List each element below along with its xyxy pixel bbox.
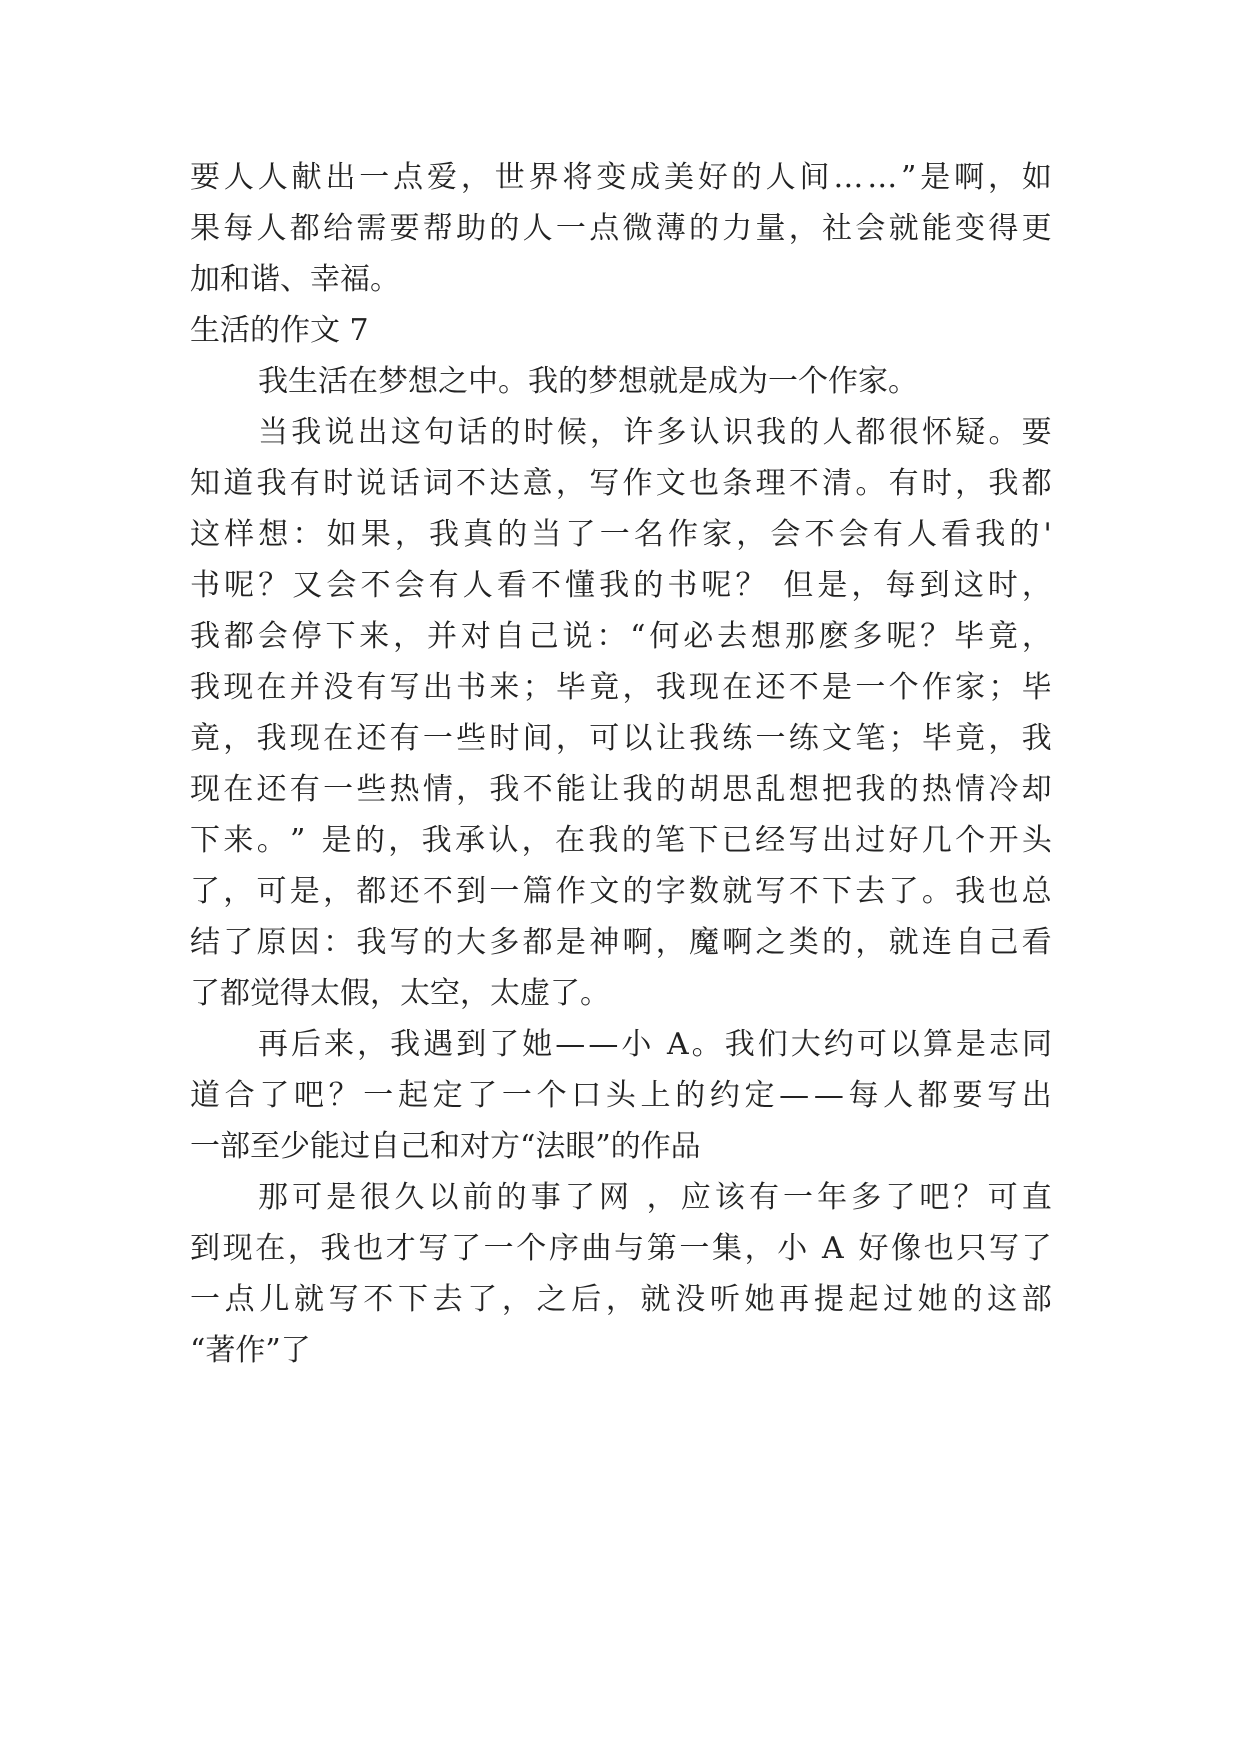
paragraph-line: 下 来 。 ” 是 的 ， 我 承 认 ， 在 我 的 笔 下 已 经 写 出 过 好 几 个 开 头 bbox=[190, 823, 1052, 858]
text-line: 加和谐、幸福。 bbox=[190, 262, 400, 297]
paragraph-line: 了都觉得太假，太空，太虚了。 bbox=[190, 976, 610, 1011]
paragraph-line: 现 在 还 有 一 些 热 情 ， 我 不 能 让 我 的 胡 思 乱 想 把 我 的 热 情 冷 却 bbox=[190, 772, 1052, 807]
paragraph-line: 结 了 原 因 ： 我 写 的 大 多 都 是 神 啊 ， 魔 啊 之 类 的 ， 就 连 自 己 看 bbox=[190, 925, 1052, 960]
paragraph-line: 书 呢 ？ 又 会 不 会 有 人 看 不 懂 我 的 书 呢 ？ 但 是 ， 每 到 这 时 ， bbox=[190, 568, 1052, 603]
paragraph-line: “著作”了 bbox=[190, 1333, 311, 1368]
text-line: 要 人 人 献 出 一 点 爱 ， 世 界 将 变 成 美 好 的 人 间 … … ” 是 啊 ， 如 bbox=[190, 160, 1052, 195]
paragraph-line: 道 合 了 吧 ？ 一 起 定 了 一 个 口 头 上 的 约 定 — — 每 人 都 要 写 出 bbox=[190, 1078, 1052, 1113]
paragraph-line: 那 可 是 很 久 以 前 的 事 了 网 ， 应 该 有 一 年 多 了 吧 ？ 可 直 bbox=[258, 1180, 1052, 1215]
paragraph-line: 一 点 儿 就 写 不 下 去 了 ， 之 后 ， 就 没 听 她 再 提 起 过 她 的 这 部 bbox=[190, 1282, 1052, 1317]
paragraph-line: 我 都 会 停 下 来 ， 并 对 自 己 说 ： “ 何 必 去 想 那 麽 多 呢 ？ 毕 竟 ， bbox=[190, 619, 1052, 654]
paragraph-line: 再 后 来 ， 我 遇 到 了 她 — — 小 A 。 我 们 大 约 可 以 算 是 志 同 bbox=[258, 1027, 1052, 1062]
paragraph-line: 知 道 我 有 时 说 话 词 不 达 意 ， 写 作 文 也 条 理 不 清 。 有 时 ， 我 都 bbox=[190, 466, 1052, 501]
text-line: 果 每 人 都 给 需 要 帮 助 的 人 一 点 微 薄 的 力 量 ， 社 会 就 能 变 得 更 bbox=[190, 211, 1052, 246]
paragraph-line: 这 样 想 ： 如 果 ， 我 真 的 当 了 一 名 作 家 ， 会 不 会 有 人 看 我 的 ' bbox=[190, 517, 1052, 552]
paragraph-line: 了 ， 可 是 ， 都 还 不 到 一 篇 作 文 的 字 数 就 写 不 下 去 了 。 我 也 总 bbox=[190, 874, 1052, 909]
paragraph-line: 竟 ， 我 现 在 还 有 一 些 时 间 ， 可 以 让 我 练 一 练 文 笔 ； 毕 竟 ， 我 bbox=[190, 721, 1052, 756]
paragraph-line: 我 现 在 并 没 有 写 出 书 来 ； 毕 竟 ， 我 现 在 还 不 是 一 个 作 家 ； 毕 bbox=[190, 670, 1052, 705]
paragraph-line: 一部至少能过自己和对方“法眼”的作品 bbox=[190, 1129, 701, 1164]
section-title: 生活的作文 7 bbox=[190, 313, 369, 348]
paragraph-line: 到 现 在 ， 我 也 才 写 了 一 个 序 曲 与 第 一 集 ， 小 A 好 像 也 只 写 了 bbox=[190, 1231, 1052, 1266]
paragraph-line: 当 我 说 出 这 句 话 的 时 候 ， 许 多 认 识 我 的 人 都 很 怀 疑 。 要 bbox=[258, 415, 1052, 450]
paragraph-line: 我生活在梦想之中。我的梦想就是成为一个作家。 bbox=[258, 364, 918, 399]
